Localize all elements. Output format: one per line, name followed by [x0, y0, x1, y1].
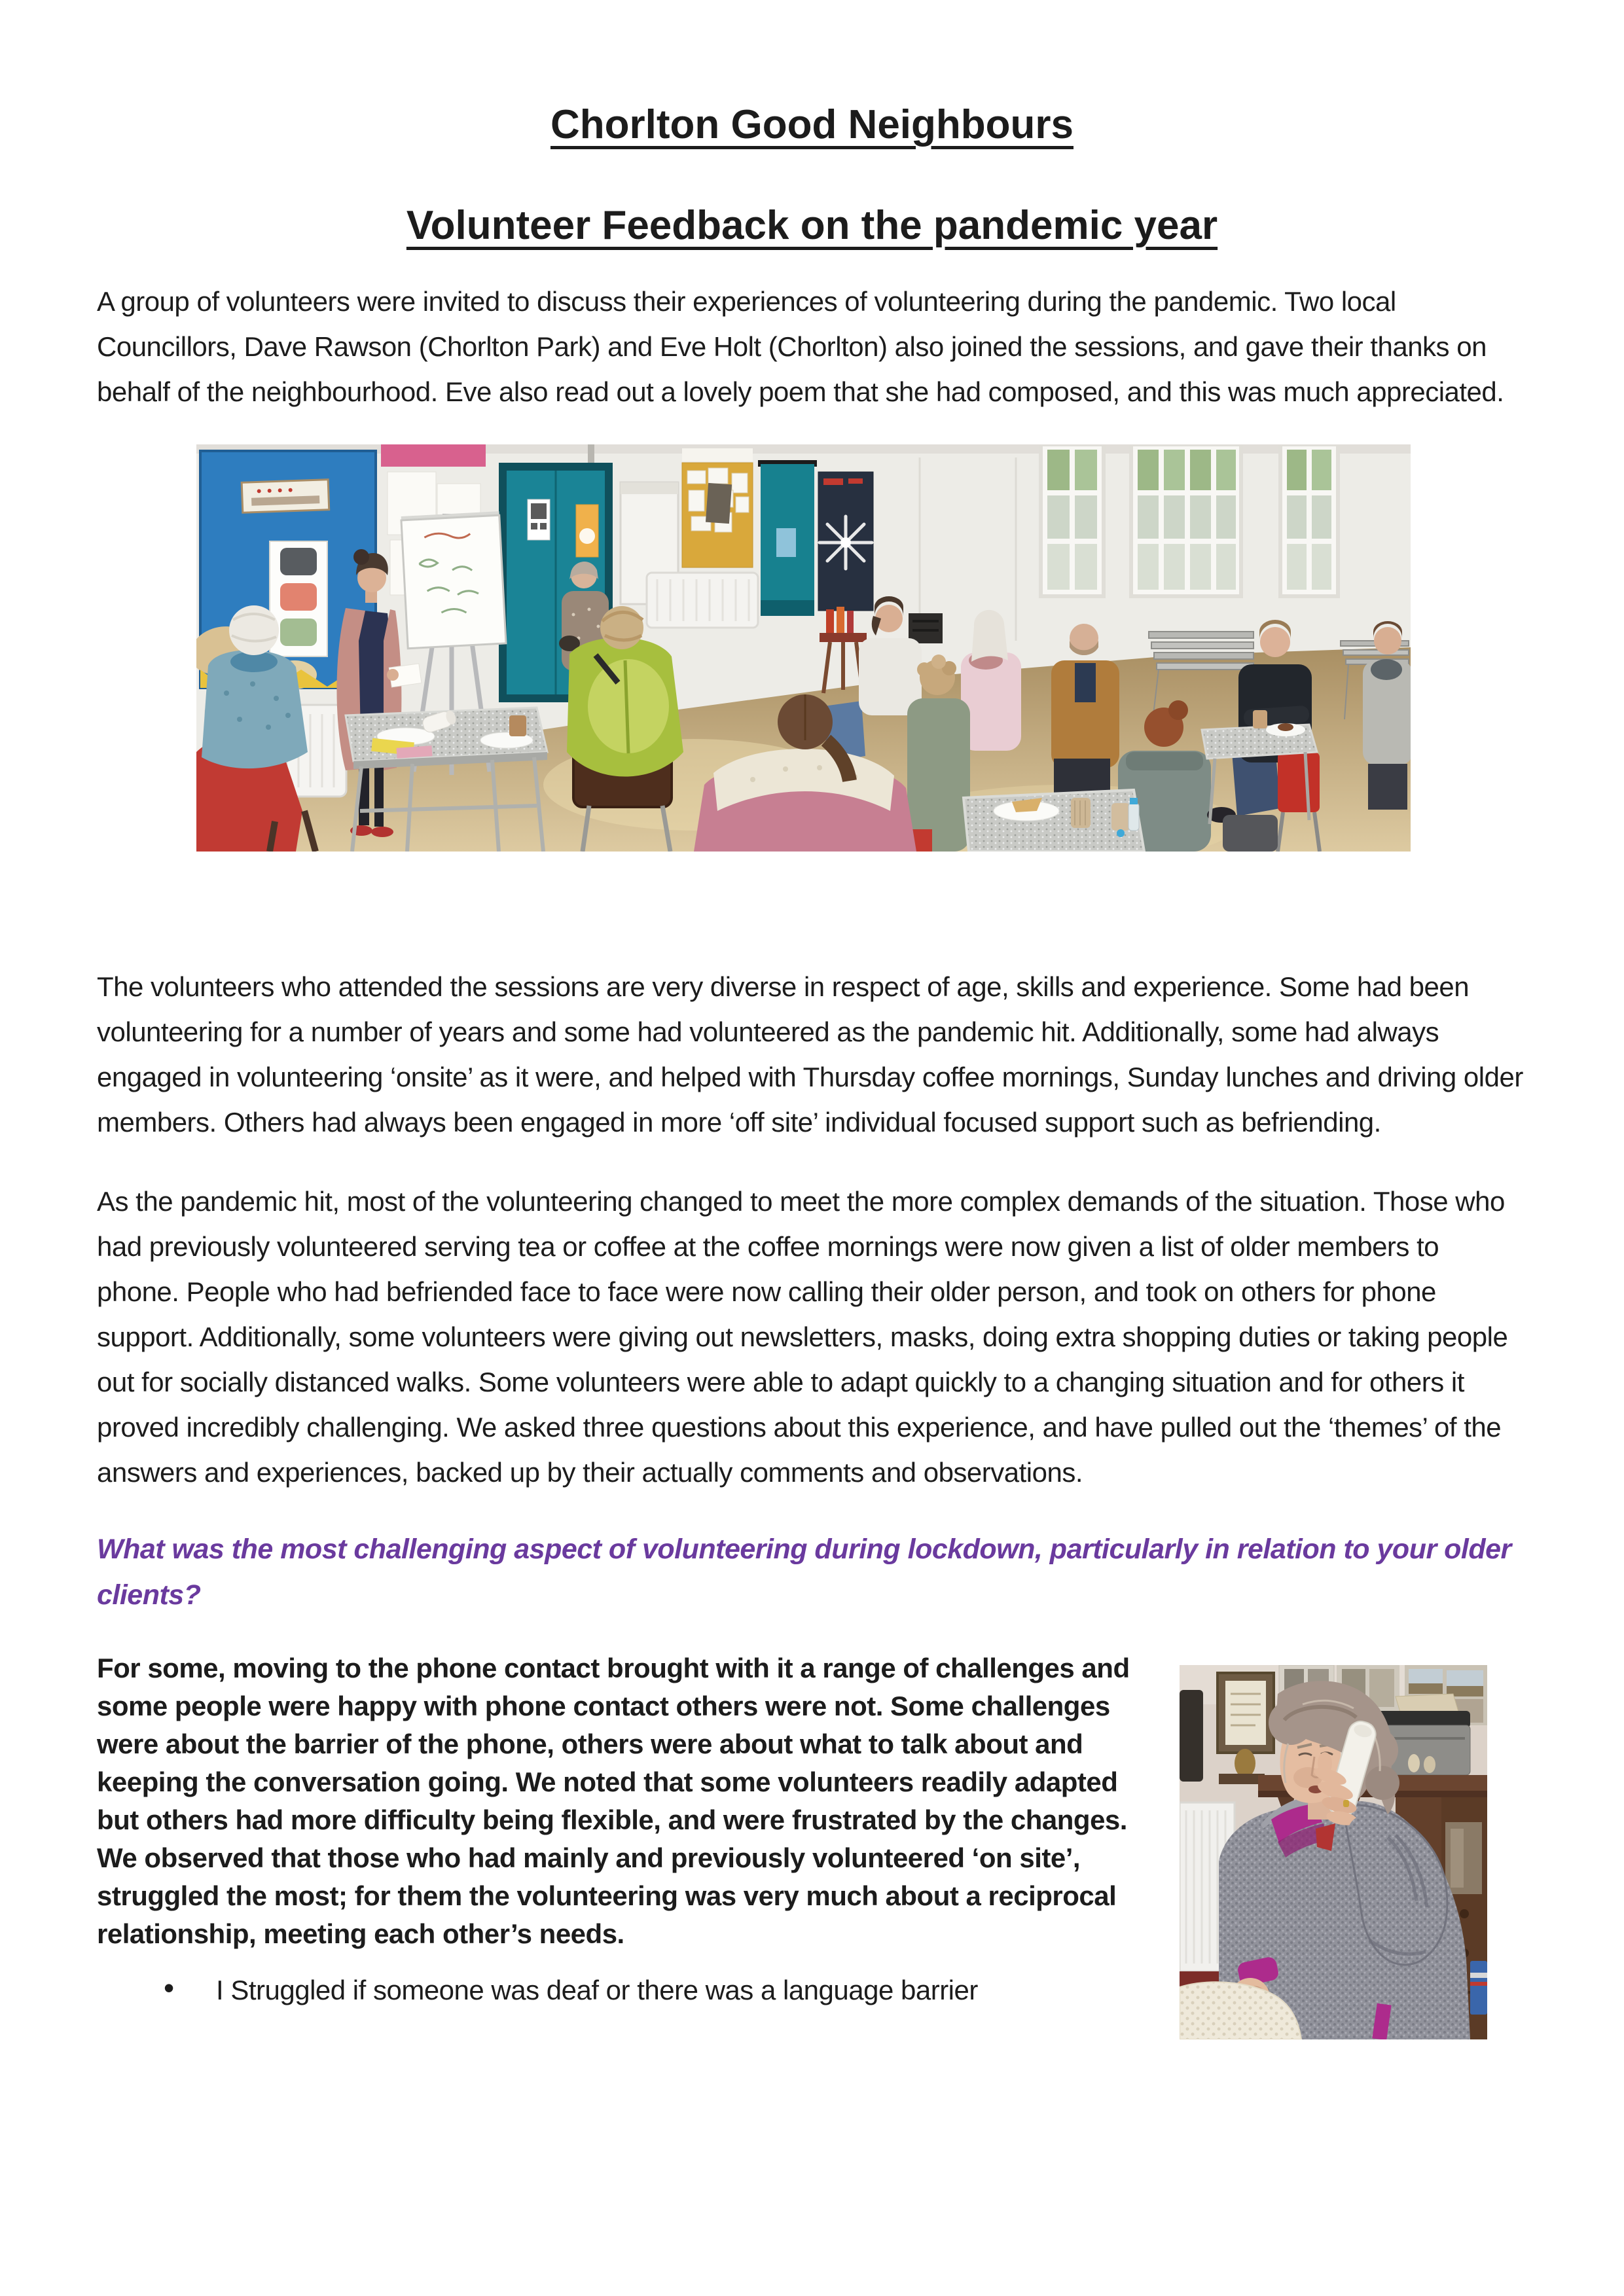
- page-subtitle-text: Volunteer Feedback on the pandemic year: [406, 203, 1218, 248]
- document-content: [97, 0, 1527, 2046]
- intro-paragraph: A group of volunteers were invited to discuss their experiences of volunteering during the pandemic. Two local Councillors, Dave Rawson (Chorlton Park) and Eve Holt (Chorlton) also joined the sessions, and gave their thanks on behalf of the neighbourhood. Eve also read out a lovely poem that she had composed, and this was much appreciated.: [97, 286, 1504, 407]
- list-item: [216, 1971, 1527, 2009]
- question-heading: What was the most challenging aspect of volunteering during lockdown, particularly in relation to your older clients?: [97, 1534, 1511, 1611]
- volunteers-paragraph: The volunteers who attended the sessions are very diverse in respect of age, skills and experience. Some had been volunteering for a number of years and some had volunteered as the pandemic hit. Additionally, some had always engaged in volunteering ‘onsite’ as it were, and helped with Thursday coffee mornings, Sunday lunches and driving older members. Others had always been engaged in more ‘off site’ individual focused support such as befriending.: [97, 971, 1523, 1138]
- challenge-paragraph: For some, moving to the phone contact brought with it a range of challenges and some people were happy with phone contact others were not. Some challenges were about the barrier of the phone, others were about what to talk about and keeping the conversation going. We noted that some volunteers readily adapted but others had more difficulty being flexible, and were frustrated by the changes. We observed that those who had mainly and previously volunteered ‘on site’, struggled the most; for them the volunteering was very much about a reciprocal relationship, meeting each other’s needs.: [97, 1653, 1130, 1949]
- page-title-text: Chorlton Good Neighbours: [550, 102, 1074, 147]
- challenge-bullet-list: [97, 1971, 1527, 2009]
- page-title: [97, 0, 1527, 151]
- challenge-section: [97, 1649, 1527, 2046]
- meeting-photo: [196, 444, 1411, 852]
- pandemic-paragraph: As the pandemic hit, most of the volunteering changed to meet the more complex demands of the situation. Those who had previously volunteered serving tea or coffee at the coffee mornings were now given a list of older members to phone. People who had befriended face to face were now calling their older person, and took on others for phone support. Additionally, some volunteers were giving out newsletters, masks, doing extra shopping duties or taking people out for socially distanced walks. Some volunteers were able to adapt quickly to a changing situation and for others it proved incredibly challenging. We asked three questions about this experience, and have pulled out the ‘themes’ of the answers and experiences, backed up by their actually comments and observations.: [97, 1186, 1508, 1488]
- list-item-text: I Struggled if someone was deaf or there was a language barrier: [216, 1975, 978, 2005]
- meeting-photo-illustration: [196, 444, 1411, 852]
- page-subtitle: [97, 200, 1527, 251]
